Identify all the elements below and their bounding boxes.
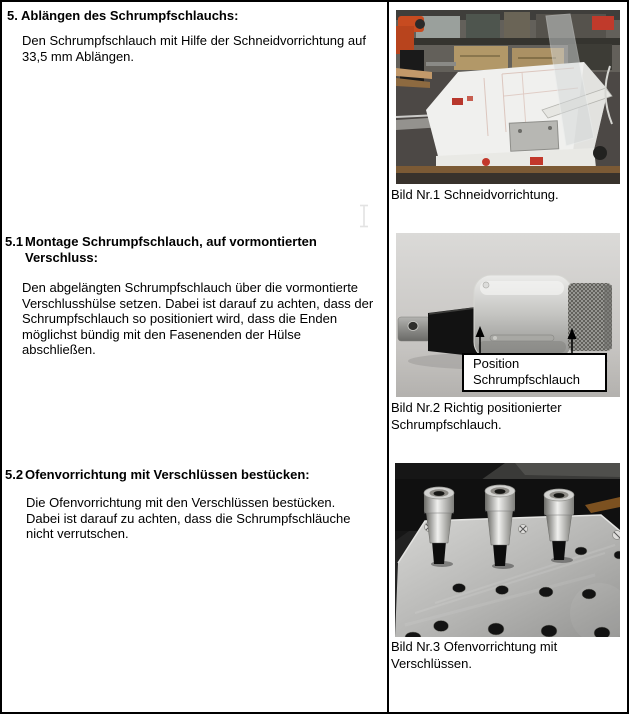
figure-2-caption: Bild Nr.2 Richtig positionierter Schrumpfschlauch. <box>391 400 562 432</box>
section-heading-5-1 <box>5 234 375 266</box>
figure-3-caption: Bild Nr.3 Ofenvorrichtung mit Verschlüssen. <box>391 639 558 671</box>
section-heading-5 <box>7 8 379 24</box>
column-divider <box>387 2 389 712</box>
section-title: Ofenvorrichtung mit Verschlüssen bestücken: <box>25 467 310 482</box>
section-body-5-1: Den abgelängten Schrumpfschlauch über die vormontierte Verschlusshülse setzen. Dabei ist darauf zu achten, dass der Schrumpfschlauch so positioniert wird, dass die Enden möglichst bündig mit den Fasenenden der Hülse abschließen. <box>22 280 374 357</box>
section-number: 5. <box>7 8 18 23</box>
section-body-5: Den Schrumpfschlauch mit Hilfe der Schneidvorrichtung auf 33,5 mm Ablängen. <box>22 33 366 64</box>
section-number: 5.1 <box>5 234 24 249</box>
figure-1-photo-schneidvorrichtung <box>396 10 620 184</box>
figure-1-caption: Bild Nr.1 Schneidvorrichtung. <box>391 187 559 202</box>
ofenvorrichtung-photo <box>395 463 620 637</box>
section-number: 5.2 <box>5 467 24 482</box>
section-title: Montage Schrumpfschlauch, auf vormontierten Verschluss: <box>25 234 317 265</box>
position-label-callout: Position Schrumpfschlauch <box>462 353 607 392</box>
figure-3-photo-ofenvorrichtung <box>395 463 620 637</box>
section-heading-5-2 <box>5 467 379 483</box>
text-cursor-ibeam-icon <box>358 204 370 233</box>
section-body-5-2: Die Ofenvorrichtung mit den Verschlüssen bestücken. Dabei ist darauf zu achten, dass die Schrumpfschläuche nicht verrutschen. <box>26 495 351 541</box>
schneidvorrichtung-photo <box>396 10 620 184</box>
section-title: Ablängen des Schrumpfschlauchs: <box>21 8 239 23</box>
figure-2-photo-schrumpfschlauch <box>396 233 620 397</box>
